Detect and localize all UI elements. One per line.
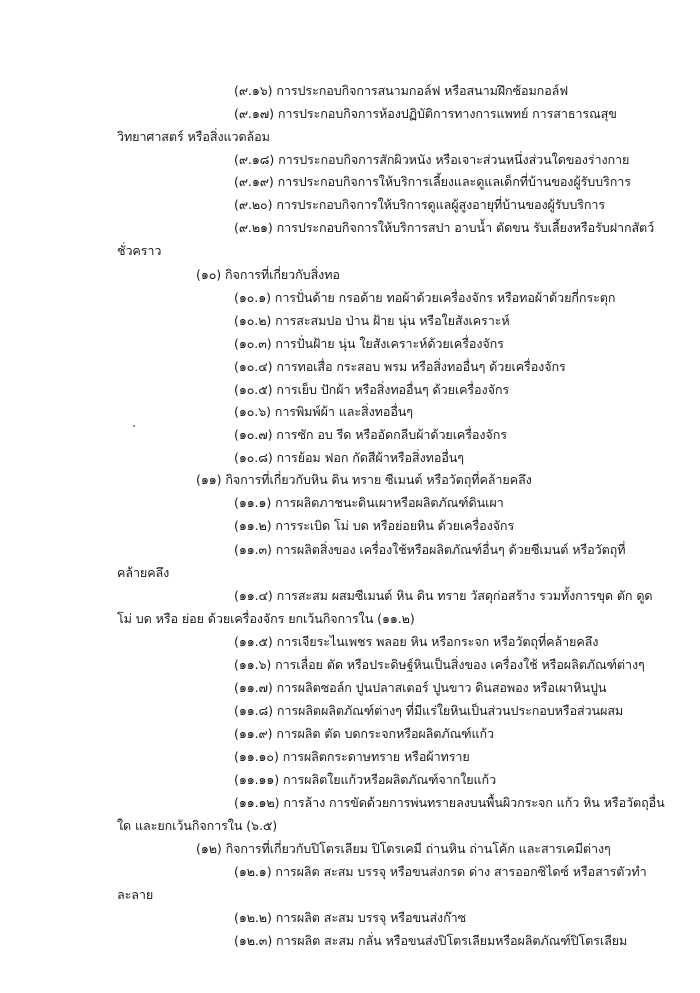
item-10-7: (๑๐.๗) การซัก อบ รีด หรืออัดกลีบผ้าด้วยเครื่องจักร (234, 427, 507, 442)
section-10-heading: (๑๐) กิจการที่เกี่ยวกับสิ่งทอ (196, 267, 340, 282)
section-11-heading: (๑๑) กิจการที่เกี่ยวกับหิน ดิน ทราย ซีเมนต์ หรือวัตถุที่คล้ายคลึง (196, 472, 532, 487)
item-9-18: (๙.๑๘) การประกอบกิจการสักผิวหนัง หรือเจาะส่วนหนึ่งส่วนใดของร่างกาย (234, 152, 630, 167)
item-9-21-cont: ชั่วคราว (117, 243, 162, 258)
item-12-3: (๑๒.๓) การผลิต สะสม กลั่น หรือขนส่งปิโตรเลียมหรือผลิตภัณฑ์ปิโตรเลียม (234, 933, 628, 948)
scan-speck (133, 425, 135, 427)
item-12-1: (๑๒.๑) การผลิต สะสม บรรจุ หรือขนส่งกรด ด่าง สารออกซิไดซ์ หรือสารตัวทำ (234, 864, 647, 879)
item-11-3: (๑๑.๓) การผลิตสิ่งของ เครื่องใช้หรือผลิตภัณฑ์อื่นๆ ด้วยซีเมนต์ หรือวัตถุที่ (234, 542, 626, 557)
item-9-19: (๙.๑๙) การประกอบกิจการให้บริการเลี้ยงและดูแลเด็กที่บ้านของผู้รับบริการ (234, 174, 631, 189)
item-11-1: (๑๑.๑) การผลิตภาชนะดินเผาหรือผลิตภัณฑ์ดินเผา (234, 495, 504, 510)
item-11-6: (๑๑.๖) การเลื่อย ตัด หรือประดิษฐ์หินเป็นสิ่งของ เครื่องใช้ หรือผลิตภัณฑ์ต่างๆ (234, 657, 645, 672)
item-12-1-cont: ละลาย (117, 887, 154, 902)
item-11-12: (๑๑.๑๒) การล้าง การขัดด้วยการพ่นทรายลงบนพื้นผิวกระจก แก้ว หิน หรือวัตถุอื่น (234, 795, 665, 810)
item-11-8: (๑๑.๘) การผลิตผลิตภัณฑ์ต่างๆ ที่มีแร่ใยหินเป็นส่วนประกอบหรือส่วนผสม (234, 703, 624, 718)
item-9-17-cont: วิทยาศาสตร์ หรือสิ่งแวดล้อม (117, 129, 270, 144)
item-11-3-cont: คล้ายคลึง (117, 565, 170, 580)
item-11-11: (๑๑.๑๑) การผลิตใยแก้วหรือผลิตภัณฑ์จากใยแก้ว (234, 772, 497, 787)
item-10-5: (๑๐.๕) การเย็บ ปักผ้า หรือสิ่งทออื่นๆ ด้วยเครื่องจักร (234, 382, 510, 397)
item-11-7: (๑๑.๗) การผลิตซอล์ก ปูนปลาสเตอร์ ปูนขาว ดินสอพอง หรือเผาหินปูน (234, 680, 607, 695)
item-10-6: (๑๐.๖) การพิมพ์ผ้า และสิ่งทออื่นๆ (234, 404, 413, 419)
item-10-2: (๑๐.๒) การสะสมปอ ป่าน ฝ้าย นุ่น หรือใยสังเคราะห์ (234, 313, 510, 328)
item-11-5: (๑๑.๕) การเจียระไนเพชร พลอย หิน หรือกระจก หรือวัตถุที่คล้ายคลึง (234, 634, 599, 649)
item-11-4: (๑๑.๔) การสะสม ผสมซีเมนต์ หิน ดิน ทราย วัสดุก่อสร้าง รวมทั้งการขุด ตัก ดูด (234, 588, 653, 603)
section-12-heading: (๑๒) กิจการที่เกี่ยวกับปิโตรเลียม ปิโตรเคมี ถ่านหิน ถ่านโค้ก และสารเคมีต่างๆ (196, 841, 611, 856)
item-11-12-cont: ใด และยกเว้นกิจการใน (๖.๕) (117, 818, 278, 833)
item-11-10: (๑๑.๑๐) การผลิตกระดาษทราย หรือผ้าทราย (234, 749, 470, 764)
item-9-20: (๙.๒๐) การประกอบกิจการให้บริการดูแลผู้สูงอายุที่บ้านของผู้รับบริการ (234, 197, 606, 212)
item-10-1: (๑๐.๑) การปั่นด้าย กรอด้าย ทอผ้าด้วยเครื่องจักร หรือทอผ้าด้วยกี่กระตุก (234, 290, 616, 305)
item-10-4: (๑๐.๔) การทอเสื่อ กระสอบ พรม หรือสิ่งทออื่นๆ ด้วยเครื่องจักร (234, 359, 566, 374)
item-10-3: (๑๐.๓) การปั่นฝ้าย นุ่น ใยสังเคราะห์ด้วยเครื่องจักร (234, 336, 504, 351)
item-9-16: (๙.๑๖) การประกอบกิจการสนามกอล์ฟ หรือสนามฝึกซ้อมกอล์ฟ (234, 83, 569, 98)
item-10-8: (๑๐.๘) การย้อม ฟอก กัดสีผ้าหรือสิ่งทออื่นๆ (234, 450, 464, 465)
item-9-17: (๙.๑๗) การประกอบกิจการห้องปฏิบัติการทางการแพทย์ การสาธารณสุข (234, 106, 617, 121)
item-12-2: (๑๒.๒) การผลิต สะสม บรรจุ หรือขนส่งก๊าซ (234, 910, 467, 925)
item-11-2: (๑๑.๒) การระเบิด โม่ บด หรือย่อยหิน ด้วยเครื่องจักร (234, 518, 515, 533)
item-11-9: (๑๑.๙) การผลิต ตัด บดกระจกหรือผลิตภัณฑ์แก้ว (234, 726, 495, 741)
item-9-21: (๙.๒๑) การประกอบกิจการให้บริการสปา อาบน้ำ ตัดขน รับเลี้ยงหรือรับฝากสัตว์ (234, 220, 655, 235)
item-11-4-cont: โม่ บด หรือ ย่อย ด้วยเครื่องจักร ยกเว้นกิจการใน (๑๑.๒) (117, 611, 415, 626)
